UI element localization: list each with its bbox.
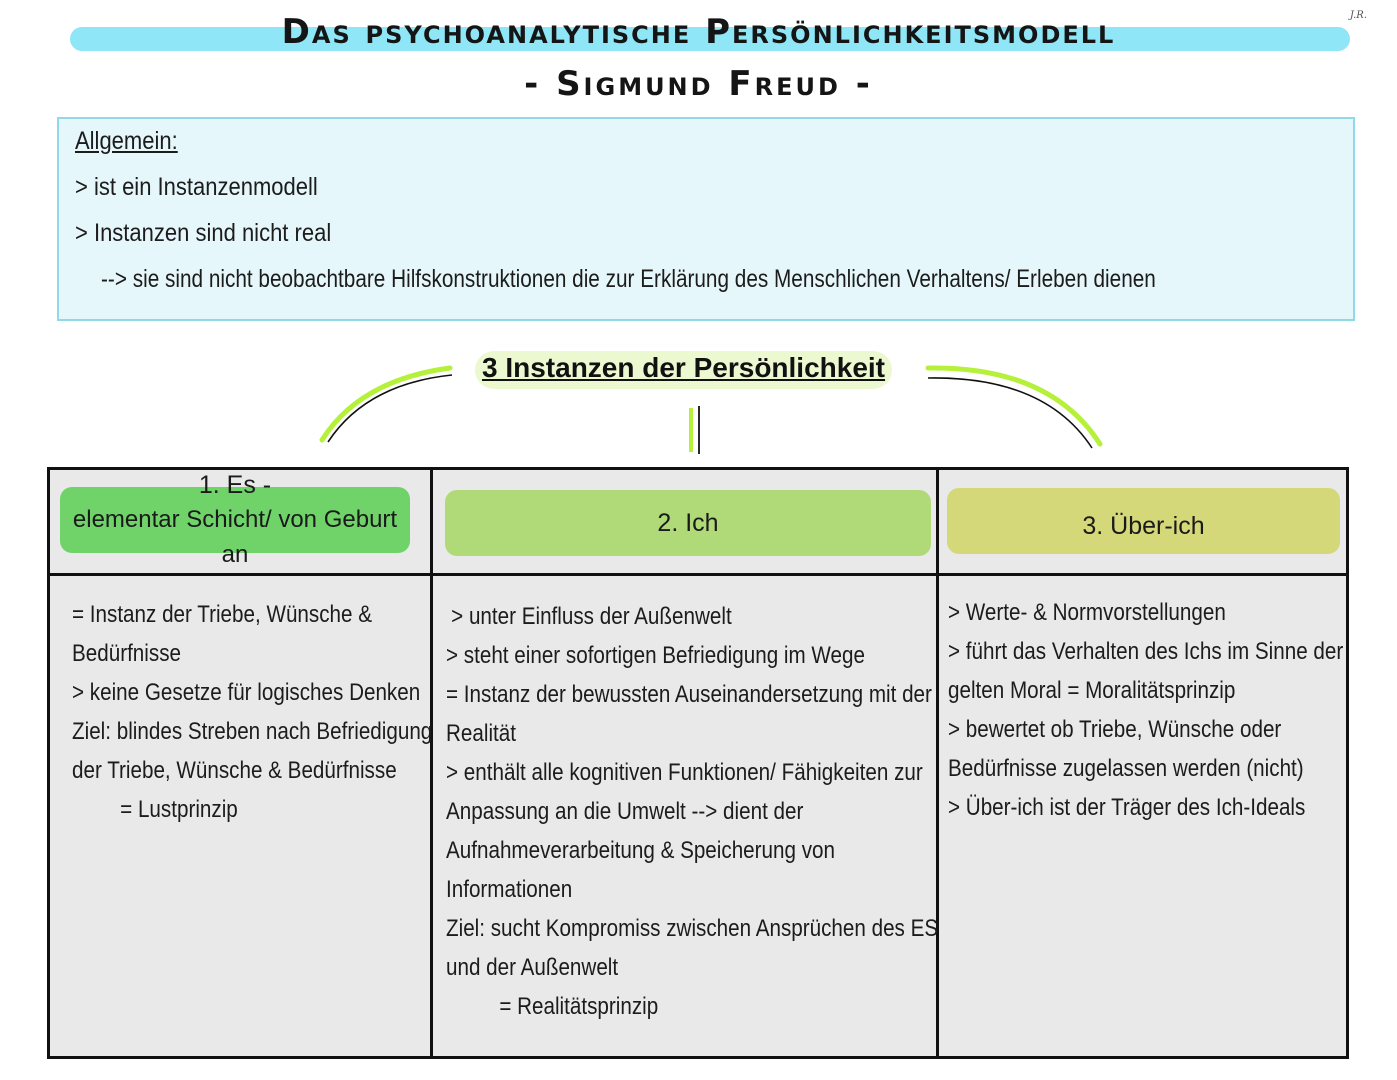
ueber-ich-line: > bewertet ob Triebe, Wünsche oder (948, 716, 1282, 743)
ueber-ich-line: > Werte- & Normvorstellungen (948, 599, 1226, 626)
column-header-ueber-ich (947, 488, 1340, 554)
ich-line: Realität (446, 720, 516, 747)
author-initials: J.R. (1349, 10, 1367, 21)
ich-principle: = Realitätsprinzip (499, 993, 659, 1020)
right-connector-accent (928, 368, 1100, 444)
general-line: --> sie sind nicht beobachtbare Hilfskonstruktionen die zur Erklärung des Menschlichen Verhaltens/ Erleben dienen (101, 265, 1156, 293)
es-line: Bedürfnisse (72, 640, 182, 667)
es-line: Ziel: blindes Streben nach Befriedigung (72, 718, 433, 745)
right-connector-line (928, 378, 1092, 448)
es-line: > keine Gesetze für logisches Denken (72, 679, 421, 706)
connector-arrows (0, 0, 1397, 470)
page-title: Das psychoanalytische Persönlichkeitsmodell (281, 12, 1116, 52)
ich-line: und der Außenwelt (446, 954, 619, 981)
header-divider (50, 573, 1346, 576)
es-subtitle: elementar Schicht/ von Geburt an (72, 506, 398, 569)
general-heading: Allgemein: (75, 127, 178, 155)
ich-title: 2. Ich (657, 508, 719, 537)
ueber-ich-content (948, 593, 1397, 827)
column-header-ich (445, 490, 931, 556)
ich-line: Informationen (446, 876, 573, 903)
general-line: > Instanzen sind nicht real (75, 219, 332, 247)
ich-content (446, 597, 1018, 1026)
es-line: = Instanz der Triebe, Wünsche & (72, 601, 373, 628)
ich-line: = Instanz der bewussten Auseinandersetzung mit der (446, 681, 932, 708)
ueber-ich-line: > Über-ich ist der Träger des Ich-Ideals (948, 794, 1306, 821)
es-principle: = Lustprinzip (120, 796, 238, 823)
ueber-ich-line: gelten Moral = Moralitätsprinzip (948, 677, 1236, 704)
instances-table (47, 467, 1349, 1059)
center-label: 3 Instanzen der Persönlichkeit (481, 352, 886, 383)
ich-line: Ziel: sucht Kompromiss zwischen Ansprüchen des ES (446, 915, 939, 942)
ich-line: > unter Einfluss der Außenwelt (451, 603, 732, 630)
ich-line: > steht einer sofortigen Befriedigung im Wege (446, 642, 865, 669)
ueber-ich-line: Bedürfnisse zugelassen werden (nicht) (948, 755, 1304, 782)
ich-line: > enthält alle kognitiven Funktionen/ Fähigkeiten zur (446, 759, 923, 786)
es-title: 1. Es - (198, 471, 272, 500)
ich-line: Aufnahmeverarbeitung & Speicherung von (446, 837, 835, 864)
column-header-es (60, 471, 410, 569)
page-subtitle: - Sigmund Freud - (524, 64, 873, 104)
es-line: der Triebe, Wünsche & Bedürfnisse (72, 757, 397, 784)
ich-line: Anpassung an die Umwelt --> dient der (446, 798, 804, 825)
general-line: > ist ein Instanzenmodell (75, 173, 318, 201)
ueber-ich-title: 3. Über-ich (1082, 511, 1205, 540)
es-content (72, 595, 491, 829)
ueber-ich-line: > führt das Verhalten des Ichs im Sinne der (948, 638, 1344, 665)
